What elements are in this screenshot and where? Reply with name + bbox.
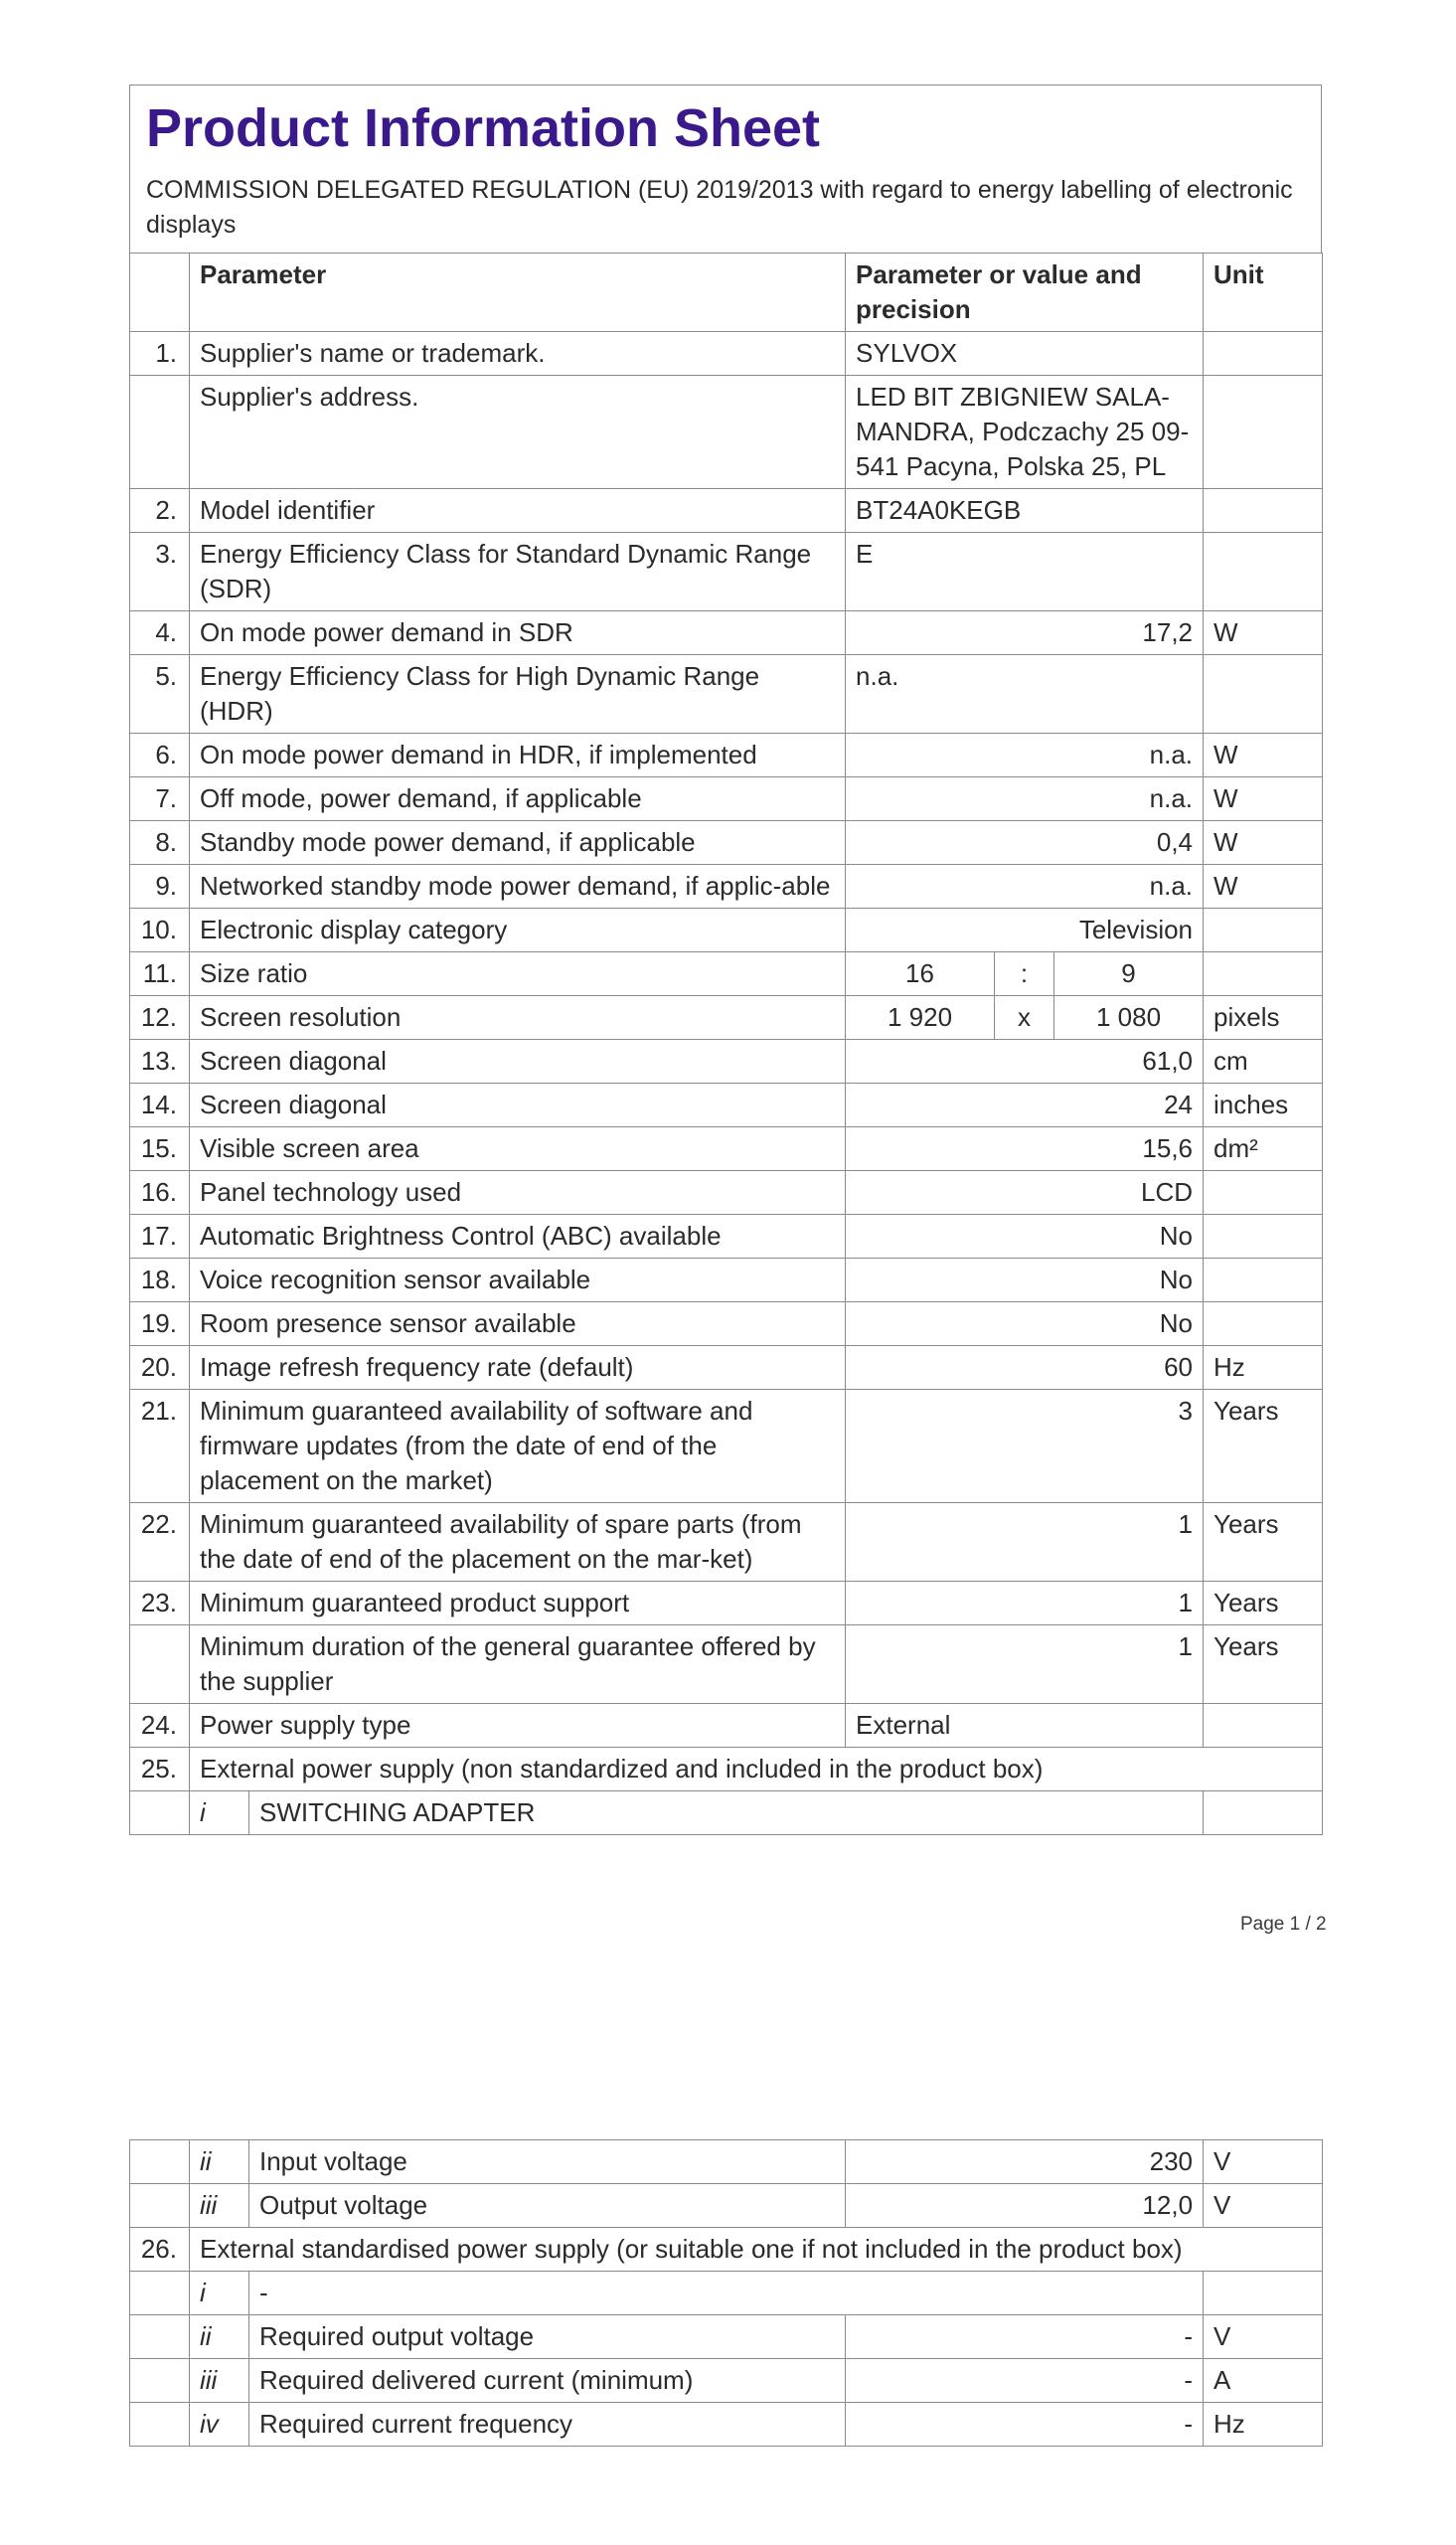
row-value: 60 (846, 1346, 1204, 1390)
row-number: 12. (130, 996, 190, 1040)
row-unit: W (1204, 611, 1323, 655)
header-no (130, 254, 190, 332)
row-unit (1204, 1171, 1323, 1215)
row-unit: A (1204, 2359, 1323, 2403)
table-row (130, 2272, 1323, 2315)
page-title: Product Information Sheet (146, 98, 821, 158)
row-unit (1204, 489, 1323, 533)
row-unit: pixels (1204, 996, 1323, 1040)
table-row (130, 2184, 1323, 2228)
table-row (130, 611, 1323, 655)
row-parameter: Voice recognition sensor available (190, 1259, 846, 1302)
table-row (130, 1127, 1323, 1171)
row-value: No (846, 1302, 1204, 1346)
row-unit (1204, 1259, 1323, 1302)
table-row (130, 2403, 1323, 2447)
row-value: No (846, 1215, 1204, 1259)
row-value: 24 (846, 1084, 1204, 1127)
row-unit: V (1204, 2140, 1323, 2184)
table-row (130, 1625, 1323, 1704)
row-parameter: External power supply (non standardized and included in the product box) (190, 1748, 1323, 1791)
row-value: n.a. (846, 734, 1204, 777)
row-value: - (846, 2403, 1204, 2447)
row-parameter: - (249, 2272, 1204, 2315)
row-number: 1. (130, 332, 190, 376)
row-number: 4. (130, 611, 190, 655)
table-row (130, 996, 1323, 1040)
row-unit (1204, 1704, 1323, 1748)
row-number: 20. (130, 1346, 190, 1390)
row-number (130, 2140, 190, 2184)
row-number: 24. (130, 1704, 190, 1748)
row-number: 21. (130, 1390, 190, 1503)
table-row (130, 2315, 1323, 2359)
table-row (130, 1582, 1323, 1625)
row-parameter: Screen diagonal (190, 1084, 846, 1127)
row-value: BT24A0KEGB (846, 489, 1204, 533)
row-subitem: i (190, 2272, 249, 2315)
row-parameter: Minimum duration of the general guarantee offered by the supplier (190, 1625, 846, 1704)
header-value: Parameter or value and precision (846, 254, 1204, 332)
row-value: LCD (846, 1171, 1204, 1215)
regulation-subtitle: COMMISSION DELEGATED REGULATION (EU) 2019/2013 with regard to energy labelling of electronic displays (146, 176, 1293, 239)
row-unit (1204, 1215, 1323, 1259)
row-unit (1204, 533, 1323, 611)
table-header-row (130, 254, 1323, 332)
row-number: 13. (130, 1040, 190, 1084)
row-value: Television (846, 909, 1204, 952)
product-information-sheet (129, 85, 1322, 1835)
row-unit (1204, 2272, 1323, 2315)
row-parameter: On mode power demand in HDR, if implemented (190, 734, 846, 777)
row-unit: Hz (1204, 1346, 1323, 1390)
parameters-table (129, 253, 1323, 1835)
row-parameter: Standby mode power demand, if applicable (190, 821, 846, 865)
table-row (130, 952, 1323, 996)
parameters-table-continued (129, 2139, 1323, 2447)
row-subitem: iii (190, 2184, 249, 2228)
table-row (130, 489, 1323, 533)
row-unit (1204, 1302, 1323, 1346)
row-parameter: External standardised power supply (or suitable one if not included in the product box) (190, 2228, 1323, 2272)
header-unit: Unit (1204, 254, 1323, 332)
row-number: 18. (130, 1259, 190, 1302)
row-unit: V (1204, 2184, 1323, 2228)
table-row (130, 2140, 1323, 2184)
row-number: 15. (130, 1127, 190, 1171)
row-parameter: Electronic display category (190, 909, 846, 952)
row-parameter: Energy Efficiency Class for High Dynamic Range (HDR) (190, 655, 846, 734)
row-unit: V (1204, 2315, 1323, 2359)
row-value: 1 (846, 1582, 1204, 1625)
row-parameter: Required delivered current (minimum) (249, 2359, 846, 2403)
row-value: SYLVOX (846, 332, 1204, 376)
table-row (130, 1748, 1323, 1791)
row-unit: W (1204, 821, 1323, 865)
row-value: n.a. (846, 777, 1204, 821)
row-parameter: Minimum guaranteed availability of spare parts (from the date of end of the placement on the mar-ket) (190, 1503, 846, 1582)
table-row (130, 1171, 1323, 1215)
table-row (130, 734, 1323, 777)
row-value: 61,0 (846, 1040, 1204, 1084)
row-value: 17,2 (846, 611, 1204, 655)
product-information-sheet-continued (129, 2139, 1322, 2447)
row-value-first: 16 (846, 952, 995, 996)
parameters-table-body (130, 254, 1323, 1835)
row-unit (1204, 1791, 1323, 1835)
sheet-header (129, 85, 1322, 253)
row-subitem: iv (190, 2403, 249, 2447)
row-unit: Years (1204, 1582, 1323, 1625)
row-parameter: Output voltage (249, 2184, 846, 2228)
row-unit (1204, 952, 1323, 996)
row-number: 17. (130, 1215, 190, 1259)
table-row (130, 376, 1323, 489)
table-row (130, 1084, 1323, 1127)
table-row (130, 2359, 1323, 2403)
row-unit: inches (1204, 1084, 1323, 1127)
table-row (130, 777, 1323, 821)
table-row (130, 1215, 1323, 1259)
row-parameter: Image refresh frequency rate (default) (190, 1346, 846, 1390)
row-unit: Years (1204, 1625, 1323, 1704)
row-subitem: i (190, 1791, 249, 1835)
row-value-separator: x (995, 996, 1054, 1040)
header-parameter: Parameter (190, 254, 846, 332)
row-subitem: ii (190, 2140, 249, 2184)
table-row (130, 1040, 1323, 1084)
row-parameter: On mode power demand in SDR (190, 611, 846, 655)
page-number: Page 1 / 2 (1240, 1914, 1327, 1935)
row-value-second: 1 080 (1054, 996, 1204, 1040)
row-number: 10. (130, 909, 190, 952)
table-row (130, 909, 1323, 952)
row-value: 12,0 (846, 2184, 1204, 2228)
row-value: - (846, 2315, 1204, 2359)
row-value: No (846, 1259, 1204, 1302)
row-number: 23. (130, 1582, 190, 1625)
row-value: 0,4 (846, 821, 1204, 865)
row-value: n.a. (846, 655, 1204, 734)
row-number (130, 2184, 190, 2228)
row-parameter: SWITCHING ADAPTER (249, 1791, 1204, 1835)
row-number: 26. (130, 2228, 190, 2272)
row-number: 19. (130, 1302, 190, 1346)
table-row (130, 655, 1323, 734)
row-unit: W (1204, 865, 1323, 909)
row-parameter: Required current frequency (249, 2403, 846, 2447)
row-parameter: Supplier's address. (190, 376, 846, 489)
row-number: 2. (130, 489, 190, 533)
table-row (130, 533, 1323, 611)
row-number: 3. (130, 533, 190, 611)
row-parameter: Power supply type (190, 1704, 846, 1748)
row-unit: Years (1204, 1390, 1323, 1503)
table-row (130, 865, 1323, 909)
row-number (130, 2272, 190, 2315)
row-value-separator: : (995, 952, 1054, 996)
table-row (130, 1503, 1323, 1582)
row-parameter: Panel technology used (190, 1171, 846, 1215)
row-number (130, 2315, 190, 2359)
row-parameter: Required output voltage (249, 2315, 846, 2359)
row-number: 16. (130, 1171, 190, 1215)
row-number: 7. (130, 777, 190, 821)
row-value: LED BIT ZBIGNIEW SALA-MANDRA, Podczachy 25 09-541 Pacyna, Polska 25, PL (846, 376, 1204, 489)
row-unit (1204, 909, 1323, 952)
row-parameter: Model identifier (190, 489, 846, 533)
row-value: External (846, 1704, 1204, 1748)
row-parameter: Supplier's name or trademark. (190, 332, 846, 376)
table-row (130, 1259, 1323, 1302)
row-unit: Years (1204, 1503, 1323, 1582)
row-number (130, 2359, 190, 2403)
row-unit: Hz (1204, 2403, 1323, 2447)
row-value: 230 (846, 2140, 1204, 2184)
row-value: 15,6 (846, 1127, 1204, 1171)
row-parameter: Size ratio (190, 952, 846, 996)
row-number: 8. (130, 821, 190, 865)
row-number: 9. (130, 865, 190, 909)
table-row (130, 2228, 1323, 2272)
row-number: 6. (130, 734, 190, 777)
row-value: n.a. (846, 865, 1204, 909)
row-parameter: Visible screen area (190, 1127, 846, 1171)
row-number: 14. (130, 1084, 190, 1127)
row-parameter: Input voltage (249, 2140, 846, 2184)
table-row (130, 332, 1323, 376)
row-value: E (846, 533, 1204, 611)
row-number (130, 1791, 190, 1835)
row-parameter: Minimum guaranteed availability of software and firmware updates (from the date of end of the placement on the market) (190, 1390, 846, 1503)
row-value-first: 1 920 (846, 996, 995, 1040)
row-number (130, 1625, 190, 1704)
row-parameter: Room presence sensor available (190, 1302, 846, 1346)
row-unit (1204, 332, 1323, 376)
row-value: 3 (846, 1390, 1204, 1503)
row-value-second: 9 (1054, 952, 1204, 996)
table-row (130, 1791, 1323, 1835)
row-parameter: Off mode, power demand, if applicable (190, 777, 846, 821)
row-unit: dm² (1204, 1127, 1323, 1171)
table-row (130, 1346, 1323, 1390)
row-parameter: Screen resolution (190, 996, 846, 1040)
row-number: 5. (130, 655, 190, 734)
row-number: 11. (130, 952, 190, 996)
parameters-table-continued-body (130, 2140, 1323, 2447)
row-parameter: Networked standby mode power demand, if applic-able (190, 865, 846, 909)
row-number: 25. (130, 1748, 190, 1791)
row-number (130, 2403, 190, 2447)
row-parameter: Screen diagonal (190, 1040, 846, 1084)
row-unit: W (1204, 734, 1323, 777)
row-subitem: iii (190, 2359, 249, 2403)
row-value: - (846, 2359, 1204, 2403)
table-row (130, 1704, 1323, 1748)
row-number: 22. (130, 1503, 190, 1582)
row-unit: W (1204, 777, 1323, 821)
row-parameter: Minimum guaranteed product support (190, 1582, 846, 1625)
row-value: 1 (846, 1625, 1204, 1704)
row-unit (1204, 655, 1323, 734)
row-parameter: Automatic Brightness Control (ABC) available (190, 1215, 846, 1259)
row-number (130, 376, 190, 489)
row-unit: cm (1204, 1040, 1323, 1084)
table-row (130, 1390, 1323, 1503)
row-subitem: ii (190, 2315, 249, 2359)
row-parameter: Energy Efficiency Class for Standard Dynamic Range (SDR) (190, 533, 846, 611)
table-row (130, 821, 1323, 865)
row-unit (1204, 376, 1323, 489)
row-value: 1 (846, 1503, 1204, 1582)
table-row (130, 1302, 1323, 1346)
